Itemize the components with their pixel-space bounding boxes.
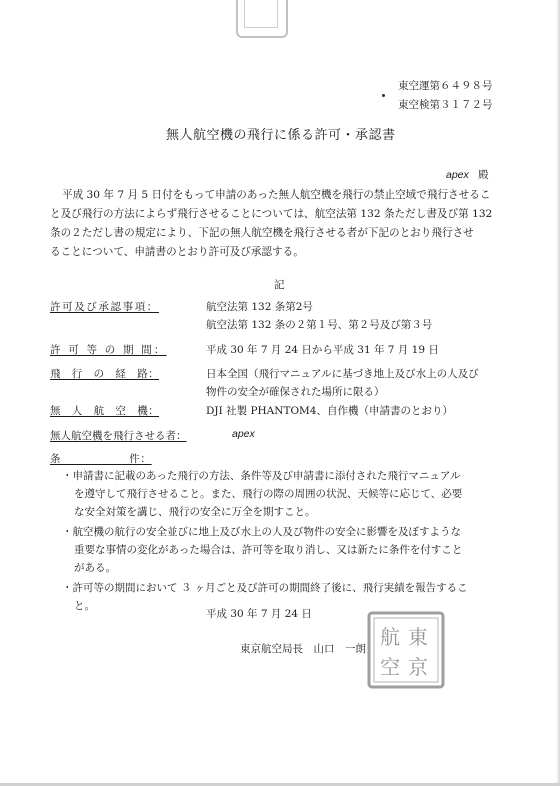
addressee-honorific: 殿 xyxy=(478,169,489,181)
value-approval-items-line2: 航空法第 132 条の２第１号、第２号及び第３号 xyxy=(206,319,433,331)
intro-line: 平成 30 年 7 月 5 日付をもって申請のあった無人航空機を飛行の禁止空域で飛行させるこ xyxy=(62,189,491,201)
seal-char: 航 xyxy=(380,625,400,649)
condition-line: と。 xyxy=(74,600,95,612)
reference-number-1: 東空運第６４９８号 xyxy=(398,80,493,92)
condition-item xyxy=(62,523,468,577)
condition-line: を遵守して飛行させること。また、飛行の際の周囲の状況、天候等に応じて、必要 xyxy=(74,488,463,500)
page-edge-right xyxy=(556,0,560,786)
official-seal-icon xyxy=(366,610,446,690)
label-aircraft: 無 人 航 空 機： xyxy=(50,405,159,417)
seal-char: 東 xyxy=(408,625,428,649)
condition-item xyxy=(62,467,468,521)
intro-line: と及び飛行の方法によらず飛行させることについては、航空法第 132 条ただし書及び第 132 xyxy=(50,208,493,220)
value-period: 平成 30 年 7 月 24 日から平成 31 年 7 月 19 日 xyxy=(206,344,439,356)
condition-line: がある。 xyxy=(74,562,116,574)
issuer-name: 東京航空局長 山口 一朗 xyxy=(240,643,366,655)
addressee-line xyxy=(446,167,489,182)
conditions-list xyxy=(62,467,468,615)
ink-dot xyxy=(382,94,385,97)
label-operator: 無人航空機を飛行させる者： xyxy=(50,430,187,442)
top-stamp-mark xyxy=(236,0,288,38)
seal-char: 京 xyxy=(408,655,428,679)
issue-date: 平成 30 年 7 月 24 日 xyxy=(206,608,312,620)
intro-line: 条の２ただし書の規定により、下記の無人航空機を飛行させる者が下記のとおり飛行させ xyxy=(50,227,474,239)
condition-line: 重要な事情の変化があった場合は、許可等を取り消し、又は新たに条件を付すこと xyxy=(74,544,463,556)
condition-line: ・航空機の航行の安全並びに地上及び水上の人及び物件の安全に影響を及ぼすような xyxy=(62,526,461,538)
label-approval-items: 許可及び承認事項： xyxy=(50,301,159,313)
value-aircraft: DJI 社製 PHANTOM4、自作機（申請書のとおり） xyxy=(206,405,453,417)
value-operator: apex xyxy=(232,428,255,440)
label-conditions: 条 件： xyxy=(50,453,152,465)
label-period: 許 可 等 の 期 間： xyxy=(50,344,167,356)
intro-line: ることについて、申請書のとおり許可及び承認する。 xyxy=(50,246,304,258)
value-approval-items-line1: 航空法第 132 条第2号 xyxy=(206,301,313,313)
document-title: 無人航空機の飛行に係る許可・承認書 xyxy=(166,128,396,143)
condition-line: ・申請書に記載のあった飛行の方法、条件等及び申請書に添付された飛行マニュアル xyxy=(62,470,461,482)
value-flight-route-line2: 物件の安全が確保された場所に限る） xyxy=(206,386,385,398)
condition-line: な安全対策を講じ、飛行の安全に万全を期すこと。 xyxy=(74,506,316,518)
condition-line: ・許可等の期間において ３ ヶ月ごと及び許可の期間終了後に、飛行実績を報告するこ xyxy=(62,582,468,594)
addressee-name: apex xyxy=(446,169,469,181)
value-flight-route-line1: 日本全国（飛行マニュアルに基づき地上及び水上の人及び xyxy=(206,368,479,380)
reference-number-2: 東空検第３１７２号 xyxy=(398,99,493,111)
seal-char: 空 xyxy=(380,655,400,679)
label-flight-route: 飛 行 の 経 路： xyxy=(50,368,159,380)
ki-heading: 記 xyxy=(274,279,285,291)
intro-paragraph xyxy=(50,186,493,262)
